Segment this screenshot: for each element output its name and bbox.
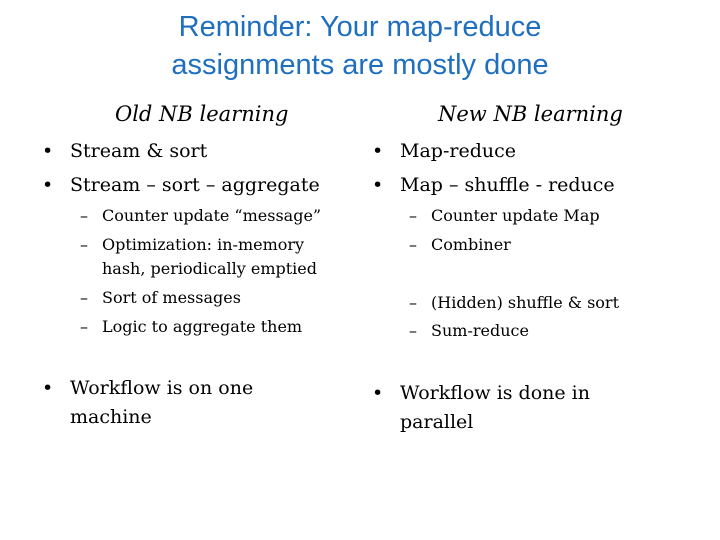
sub-bullet-text: Counter update Map: [431, 206, 600, 225]
sub-bullet-text: Sum-reduce: [431, 321, 529, 340]
dash-marker: –: [80, 235, 88, 254]
old-nb-column: [0, 0, 340, 540]
bullet-workflow-parallel-continued: parallel: [400, 411, 474, 433]
new-nb-heading: New NB learning: [438, 102, 623, 126]
bullet-marker: •: [372, 382, 384, 404]
bullet-marker: •: [42, 140, 54, 162]
bullet-text: Map-reduce: [400, 140, 516, 162]
dash-marker: –: [80, 206, 88, 225]
bullet-marker: •: [372, 174, 384, 196]
sub-bullet-optimization-continued: hash, periodically emptied: [102, 259, 317, 278]
bullet-marker: •: [42, 174, 54, 196]
sub-bullet-text: Logic to aggregate them: [102, 317, 303, 336]
bullet-text: Workflow is on one: [70, 377, 254, 399]
dash-marker: –: [409, 235, 417, 254]
bullet-text: Stream & sort: [70, 140, 208, 162]
bullet-text: Workflow is done in: [400, 382, 590, 404]
dash-marker: –: [409, 321, 417, 340]
dash-marker: –: [409, 206, 417, 225]
dash-marker: –: [80, 317, 88, 336]
bullet-marker: •: [42, 377, 54, 399]
slide-title-line-2: assignments are mostly done: [171, 49, 549, 81]
slide-title-line-1: Reminder: Your map-reduce: [178, 11, 542, 43]
sub-bullet-text: Optimization: in-memory: [102, 235, 305, 254]
sub-bullet-text: (Hidden) shuffle & sort: [431, 293, 620, 312]
bullet-workflow-one-machine-continued: machine: [70, 406, 152, 428]
sub-bullet-text: Combiner: [431, 235, 511, 254]
dash-marker: –: [80, 288, 88, 307]
sub-bullet-text: Sort of messages: [102, 288, 241, 307]
new-nb-column: [360, 0, 700, 540]
bullet-text: Stream – sort – aggregate: [70, 174, 320, 196]
dash-marker: –: [409, 293, 417, 312]
bullet-marker: •: [372, 140, 384, 162]
old-nb-heading: Old NB learning: [115, 102, 289, 126]
sub-bullet-text: Counter update “message”: [102, 206, 322, 225]
bullet-text: Map – shuffle - reduce: [400, 174, 615, 196]
